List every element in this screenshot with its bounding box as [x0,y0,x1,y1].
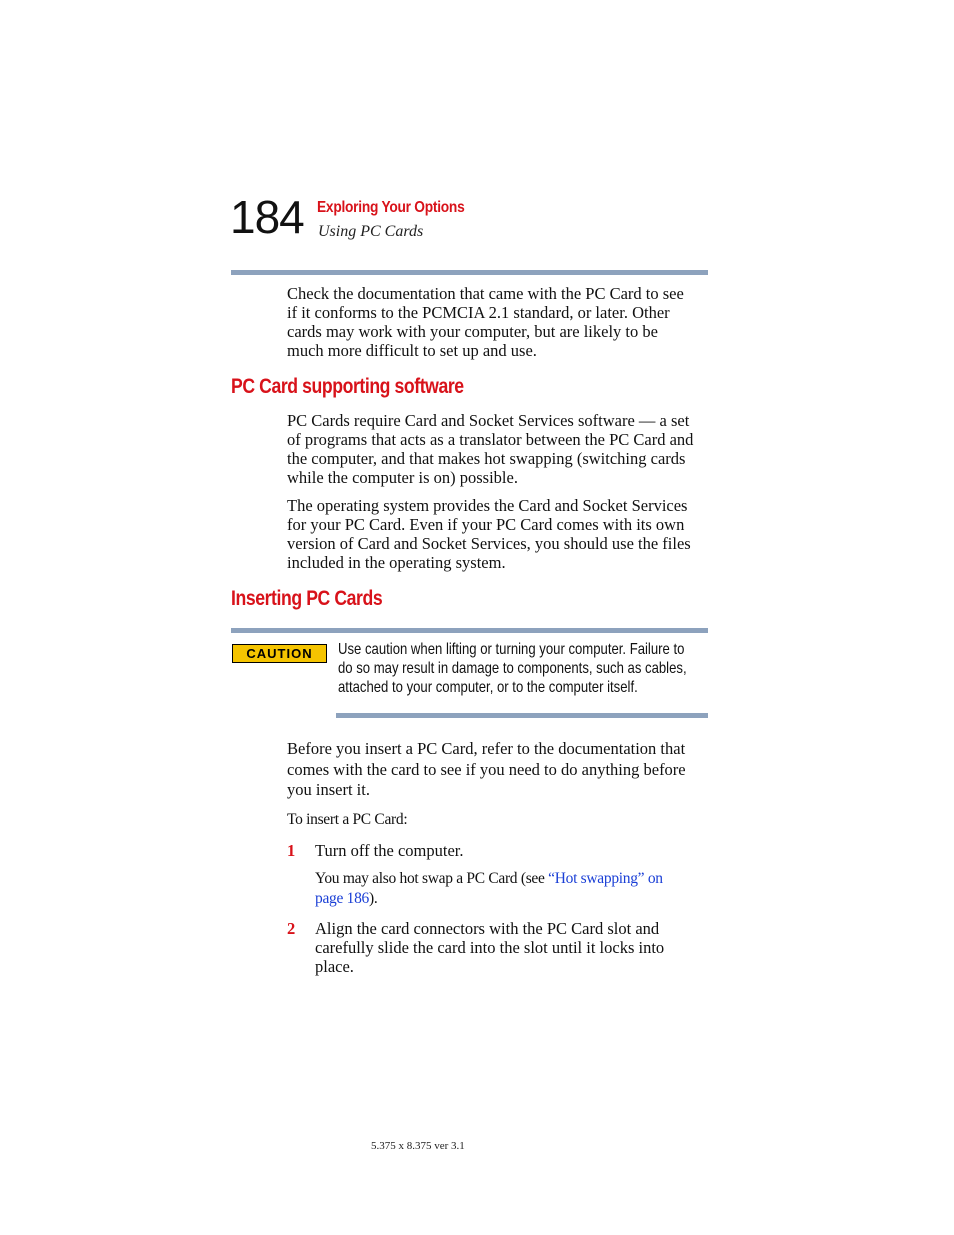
text-line: carefully slide the card into the slot until it locks into [315,938,665,957]
heading-inserting-pc-cards: Inserting PC Cards [231,587,383,610]
chapter-title: Exploring Your Options [317,199,465,216]
before-paragraph [287,739,727,801]
caution-text [338,640,691,697]
text-line: The operating system provides the Card and Socket Services [287,496,688,515]
text-line: Use caution when lifting or turning your computer. Failure to [338,641,685,658]
header-rule [231,270,708,275]
footer-version: 5.375 x 8.375 ver 3.1 [371,1140,465,1152]
text-line: much more difficult to set up and use. [287,341,537,360]
text-line: comes with the card to see if you need to do anything before [287,759,686,779]
software-paragraph-1 [287,411,727,487]
text-line: Align the card connectors with the PC Card slot and [315,919,660,938]
heading-supporting-software: PC Card supporting software [231,375,464,398]
section-title: Using PC Cards [318,223,424,240]
software-paragraph-2 [287,496,727,572]
page-number: 184 [230,191,304,243]
text-line: attached to your computer, or to the computer itself. [338,679,638,696]
text-line: included in the operating system. [287,553,506,572]
text-line: of programs that acts as a translator between the PC Card and [287,430,694,449]
step-2-number: 2 [287,919,296,938]
text-line: if it conforms to the PCMCIA 2.1 standard, or later. Other [287,303,670,322]
text-line: version of Card and Socket Services, you should use the files [287,534,691,553]
caution-badge: CAUTION [232,644,327,663]
note-text: ). [368,890,378,907]
intro-paragraph [287,284,727,360]
note-text: You may also hot swap a PC Card (see [315,870,549,887]
step-2-text [315,919,725,976]
page-186-link[interactable]: page 186 [315,890,369,907]
caution-bottom-rule [336,713,708,718]
step-1-number: 1 [287,841,296,860]
text-line: cards may work with your computer, but are likely to be [287,322,658,341]
step-1-note [315,869,715,909]
procedure-intro: To insert a PC Card: [287,811,408,828]
text-line: the computer, and that makes hot swapping (switching cards [287,449,686,468]
step-1-text: Turn off the computer. [315,841,464,860]
text-line: Before you insert a PC Card, refer to the documentation that [287,739,686,758]
hot-swapping-link[interactable]: “Hot swapping” on [548,870,663,887]
text-line: place. [315,957,354,976]
text-line: you insert it. [287,780,370,799]
text-line: do so may result in damage to components, such as cables, [338,660,687,677]
text-line: PC Cards require Card and Socket Services software — a set [287,411,690,430]
text-line: for your PC Card. Even if your PC Card comes with its own [287,515,685,534]
caution-top-rule [231,628,708,633]
text-line: Check the documentation that came with the PC Card to see [287,284,684,303]
text-line: while the computer is on) possible. [287,468,518,487]
